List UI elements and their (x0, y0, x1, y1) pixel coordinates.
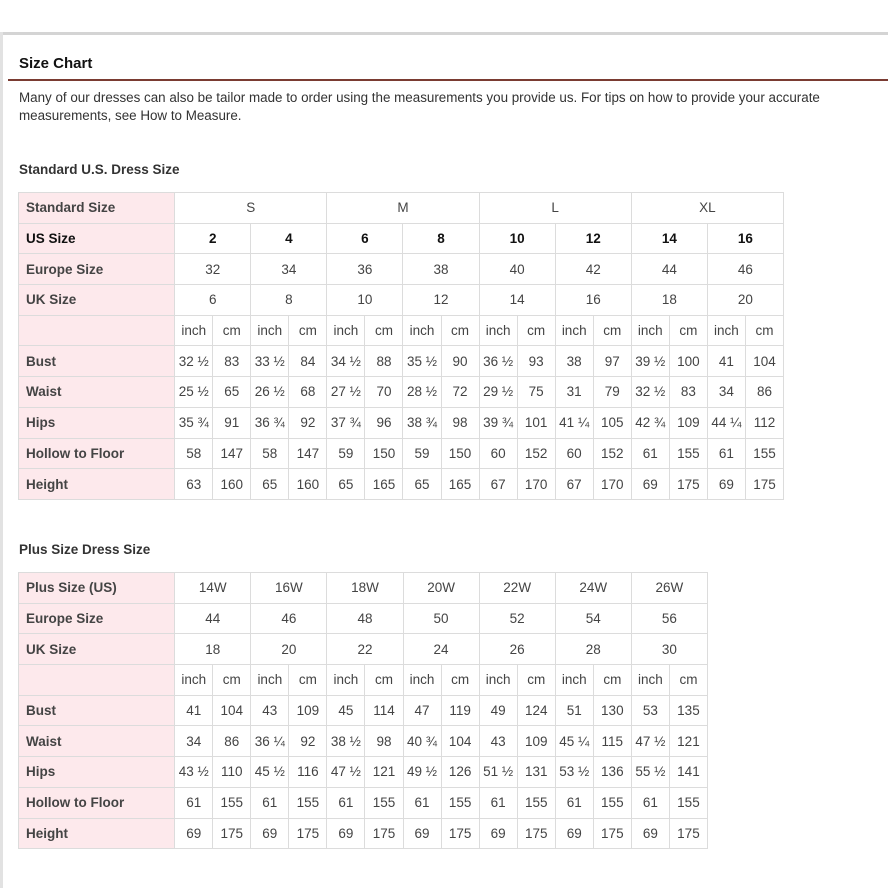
cell: 26 (479, 634, 555, 665)
cell: 175 (745, 469, 783, 500)
cell: 116 (289, 757, 327, 788)
cell: cm (365, 665, 403, 696)
title-divider (8, 79, 888, 81)
cell: 4 (251, 223, 327, 254)
cell: 36 ¾ (251, 407, 289, 438)
cell: cm (517, 315, 555, 346)
cell: 24 (403, 634, 479, 665)
cell: 170 (517, 469, 555, 500)
row-label: Hips (19, 757, 175, 788)
cell: 114 (365, 695, 403, 726)
cell: cm (441, 665, 479, 696)
waist-row (19, 726, 708, 757)
cell: 56 (631, 603, 707, 634)
cell: 32 ½ (175, 346, 213, 377)
cell: 58 (251, 438, 289, 469)
cell: 25 ½ (175, 377, 213, 408)
row-label: Europe Size (19, 254, 175, 285)
standard-size-row (19, 193, 784, 224)
cell: 155 (669, 438, 707, 469)
cell: 27 ½ (327, 377, 365, 408)
cell: 165 (441, 469, 479, 500)
cell: 69 (555, 818, 593, 849)
cell: 10 (327, 285, 403, 316)
row-label: Hollow to Floor (19, 438, 175, 469)
row-label: Waist (19, 726, 175, 757)
cell: 38 (555, 346, 593, 377)
cell: 29 ½ (479, 377, 517, 408)
cell: 34 (707, 377, 745, 408)
cell: 136 (593, 757, 631, 788)
cell: 61 (403, 787, 441, 818)
hips-row (19, 407, 784, 438)
hips-row (19, 757, 708, 788)
cell: inch (251, 315, 289, 346)
cell: 119 (441, 695, 479, 726)
cell: 75 (517, 377, 555, 408)
cell: 135 (669, 695, 707, 726)
cell: 43 (251, 695, 289, 726)
cell: 61 (631, 787, 669, 818)
row-label: Plus Size (US) (19, 573, 175, 604)
cell: 16W (251, 573, 327, 604)
cell: 61 (555, 787, 593, 818)
cell: 38 ½ (327, 726, 365, 757)
cell: 69 (175, 818, 213, 849)
cell: cm (669, 665, 707, 696)
cell: 22W (479, 573, 555, 604)
cell: inch (251, 665, 289, 696)
cell: 61 (327, 787, 365, 818)
cell: 109 (669, 407, 707, 438)
cell: 131 (517, 757, 555, 788)
cell: 61 (707, 438, 745, 469)
cell: 51 (555, 695, 593, 726)
europe-size-row (19, 603, 708, 634)
cell: 65 (403, 469, 441, 500)
cell: 100 (669, 346, 707, 377)
cell: 49 ½ (403, 757, 441, 788)
cell: 175 (593, 818, 631, 849)
cell: cm (365, 315, 403, 346)
cell: 69 (403, 818, 441, 849)
cell: 28 ½ (403, 377, 441, 408)
cell: 126 (441, 757, 479, 788)
cell: 70 (365, 377, 403, 408)
cell: 141 (669, 757, 707, 788)
cell: 147 (213, 438, 251, 469)
cell: 59 (327, 438, 365, 469)
cell: inch (327, 665, 365, 696)
cell: 152 (593, 438, 631, 469)
cell: 48 (327, 603, 403, 634)
cell: 121 (365, 757, 403, 788)
units-row (19, 665, 708, 696)
cell: 90 (441, 346, 479, 377)
cell: 55 ½ (631, 757, 669, 788)
cell: 79 (593, 377, 631, 408)
cell: 26 ½ (251, 377, 289, 408)
row-label (19, 315, 175, 346)
cell: 150 (441, 438, 479, 469)
cell: 12 (555, 223, 631, 254)
cell: 38 (403, 254, 479, 285)
cell: 109 (517, 726, 555, 757)
cell: 155 (289, 787, 327, 818)
cell: 83 (669, 377, 707, 408)
row-label: Bust (19, 346, 175, 377)
cell: 175 (289, 818, 327, 849)
cell: 30 (631, 634, 707, 665)
cell: 152 (517, 438, 555, 469)
cell: 61 (479, 787, 517, 818)
row-label: Waist (19, 377, 175, 408)
cell: 42 (555, 254, 631, 285)
cell: 14W (175, 573, 251, 604)
cell: 22 (327, 634, 403, 665)
cell: 42 ¾ (631, 407, 669, 438)
cell: 36 (327, 254, 403, 285)
plus-size-heading: Plus Size Dress Size (19, 542, 151, 557)
cell: 105 (593, 407, 631, 438)
cell: XL (631, 193, 783, 224)
standard-size-heading: Standard U.S. Dress Size (19, 162, 180, 177)
us-size-row (19, 223, 784, 254)
cell: 38 ¾ (403, 407, 441, 438)
cell: 88 (365, 346, 403, 377)
cell: 44 (631, 254, 707, 285)
cell: 39 ¾ (479, 407, 517, 438)
cell: 50 (403, 603, 479, 634)
cell: inch (403, 315, 441, 346)
uk-size-row (19, 634, 708, 665)
cell: inch (631, 665, 669, 696)
cell: 160 (213, 469, 251, 500)
cell: cm (289, 315, 327, 346)
cell: 97 (593, 346, 631, 377)
row-label: Height (19, 818, 175, 849)
cell: 2 (175, 223, 251, 254)
row-label: Hollow to Floor (19, 787, 175, 818)
page-title: Size Chart (19, 55, 93, 72)
cell: 104 (745, 346, 783, 377)
cell: 44 ¼ (707, 407, 745, 438)
row-label: Standard Size (19, 193, 175, 224)
cell: 46 (707, 254, 783, 285)
cell: 98 (365, 726, 403, 757)
cell: 60 (479, 438, 517, 469)
cell: 36 ½ (479, 346, 517, 377)
waist-row (19, 377, 784, 408)
cell: 175 (213, 818, 251, 849)
cell: 155 (441, 787, 479, 818)
cell: 45 (327, 695, 365, 726)
cell: 130 (593, 695, 631, 726)
cell: 86 (213, 726, 251, 757)
cell: 84 (289, 346, 327, 377)
cell: 45 ¼ (555, 726, 593, 757)
cell: 121 (669, 726, 707, 757)
cell: 12 (403, 285, 479, 316)
cell: 170 (593, 469, 631, 500)
cell: inch (479, 665, 517, 696)
cell: 40 (479, 254, 555, 285)
cell: 175 (669, 818, 707, 849)
cell: 35 ¾ (175, 407, 213, 438)
cell: cm (213, 315, 251, 346)
cell: 109 (289, 695, 327, 726)
cell: 92 (289, 407, 327, 438)
cell: 41 (707, 346, 745, 377)
left-border (0, 32, 3, 888)
cell: 26W (631, 573, 707, 604)
cell: 68 (289, 377, 327, 408)
bust-row (19, 695, 708, 726)
cell: 8 (251, 285, 327, 316)
cell: 61 (631, 438, 669, 469)
cell: inch (327, 315, 365, 346)
cell: 34 (175, 726, 213, 757)
plus-size-row (19, 573, 708, 604)
cell: 18 (631, 285, 707, 316)
cell: 20 (251, 634, 327, 665)
cell: 43 (479, 726, 517, 757)
cell: 104 (213, 695, 251, 726)
hollow-to-floor-row (19, 438, 784, 469)
cell: cm (593, 665, 631, 696)
cell: cm (669, 315, 707, 346)
cell: 46 (251, 603, 327, 634)
cell: 124 (517, 695, 555, 726)
cell: cm (441, 315, 479, 346)
cell: 53 (631, 695, 669, 726)
cell: 160 (289, 469, 327, 500)
row-label (19, 665, 175, 696)
row-label: UK Size (19, 634, 175, 665)
cell: inch (707, 315, 745, 346)
cell: 49 (479, 695, 517, 726)
plus-size-table (18, 572, 708, 849)
cell: 28 (555, 634, 631, 665)
cell: 18 (175, 634, 251, 665)
cell: 69 (631, 818, 669, 849)
cell: 67 (479, 469, 517, 500)
cell: 69 (479, 818, 517, 849)
cell: 175 (669, 469, 707, 500)
cell: 16 (555, 285, 631, 316)
cell: 61 (251, 787, 289, 818)
cell: 155 (669, 787, 707, 818)
cell: 31 (555, 377, 593, 408)
cell: 35 ½ (403, 346, 441, 377)
cell: cm (593, 315, 631, 346)
cell: 65 (213, 377, 251, 408)
cell: 69 (631, 469, 669, 500)
cell: 16 (707, 223, 783, 254)
cell: 72 (441, 377, 479, 408)
cell: 155 (517, 787, 555, 818)
cell: 8 (403, 223, 479, 254)
cell: 45 ½ (251, 757, 289, 788)
cell: inch (403, 665, 441, 696)
europe-size-row (19, 254, 784, 285)
cell: 96 (365, 407, 403, 438)
cell: inch (555, 315, 593, 346)
cell: S (175, 193, 327, 224)
bust-row (19, 346, 784, 377)
top-border (0, 32, 888, 35)
cell: 101 (517, 407, 555, 438)
cell: 86 (745, 377, 783, 408)
cell: 53 ½ (555, 757, 593, 788)
cell: 6 (327, 223, 403, 254)
cell: 47 ½ (631, 726, 669, 757)
cell: 155 (745, 438, 783, 469)
cell: inch (175, 665, 213, 696)
cell: inch (631, 315, 669, 346)
cell: 147 (289, 438, 327, 469)
cell: M (327, 193, 479, 224)
cell: 43 ½ (175, 757, 213, 788)
cell: 34 ½ (327, 346, 365, 377)
cell: 58 (175, 438, 213, 469)
cell: 155 (593, 787, 631, 818)
cell: 10 (479, 223, 555, 254)
row-label: Hips (19, 407, 175, 438)
cell: 92 (289, 726, 327, 757)
cell: 110 (213, 757, 251, 788)
cell: 33 ½ (251, 346, 289, 377)
cell: L (479, 193, 631, 224)
cell: 93 (517, 346, 555, 377)
cell: 91 (213, 407, 251, 438)
cell: 37 ¾ (327, 407, 365, 438)
cell: 67 (555, 469, 593, 500)
cell: 47 ½ (327, 757, 365, 788)
cell: 32 (175, 254, 251, 285)
cell: 6 (175, 285, 251, 316)
cell: 18W (327, 573, 403, 604)
cell: 51 ½ (479, 757, 517, 788)
cell: 155 (213, 787, 251, 818)
cell: 14 (631, 223, 707, 254)
cell: 175 (441, 818, 479, 849)
height-row (19, 818, 708, 849)
cell: 65 (251, 469, 289, 500)
row-label: US Size (19, 223, 175, 254)
cell: 98 (441, 407, 479, 438)
cell: inch (175, 315, 213, 346)
intro-text: Many of our dresses can also be tailor made to order using the measurements you provide us. For tips on how to provide your accurate measurements, see How to Measure. (19, 90, 820, 123)
cell: 83 (213, 346, 251, 377)
units-row (19, 315, 784, 346)
cell: 175 (517, 818, 555, 849)
row-label: Bust (19, 695, 175, 726)
hollow-to-floor-row (19, 787, 708, 818)
row-label: UK Size (19, 285, 175, 316)
cell: 14 (479, 285, 555, 316)
cell: 60 (555, 438, 593, 469)
cell: 165 (365, 469, 403, 500)
cell: 44 (175, 603, 251, 634)
height-row (19, 469, 784, 500)
cell: 104 (441, 726, 479, 757)
cell: 54 (555, 603, 631, 634)
row-label: Height (19, 469, 175, 500)
cell: 40 ¾ (403, 726, 441, 757)
cell: 41 (175, 695, 213, 726)
uk-size-row (19, 285, 784, 316)
cell: 36 ¼ (251, 726, 289, 757)
standard-size-table (18, 192, 784, 500)
cell: 150 (365, 438, 403, 469)
cell: 69 (707, 469, 745, 500)
cell: 112 (745, 407, 783, 438)
cell: cm (745, 315, 783, 346)
cell: inch (479, 315, 517, 346)
cell: 32 ½ (631, 377, 669, 408)
cell: 20 (707, 285, 783, 316)
cell: 24W (555, 573, 631, 604)
cell: cm (289, 665, 327, 696)
row-label: Europe Size (19, 603, 175, 634)
cell: 69 (327, 818, 365, 849)
cell: cm (213, 665, 251, 696)
cell: 34 (251, 254, 327, 285)
cell: cm (517, 665, 555, 696)
cell: 155 (365, 787, 403, 818)
cell: 61 (175, 787, 213, 818)
cell: 52 (479, 603, 555, 634)
cell: 175 (365, 818, 403, 849)
cell: 39 ½ (631, 346, 669, 377)
cell: 47 (403, 695, 441, 726)
cell: inch (555, 665, 593, 696)
cell: 69 (251, 818, 289, 849)
cell: 63 (175, 469, 213, 500)
cell: 20W (403, 573, 479, 604)
cell: 59 (403, 438, 441, 469)
cell: 65 (327, 469, 365, 500)
cell: 115 (593, 726, 631, 757)
cell: 41 ¼ (555, 407, 593, 438)
